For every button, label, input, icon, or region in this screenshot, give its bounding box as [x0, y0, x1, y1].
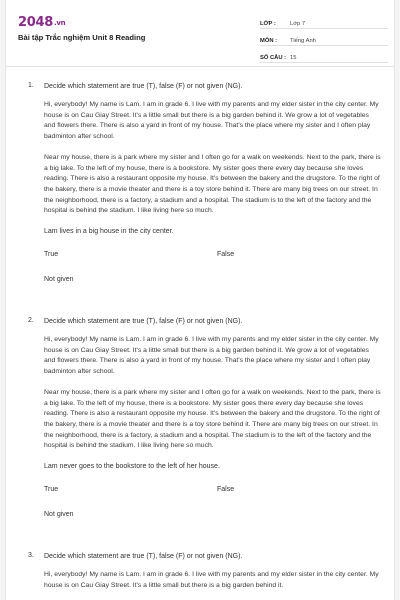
- question-1: [28, 82, 382, 301]
- reading-paragraph: Near my house, there is a park where my sister and I often go for a walk on weekends. Next to the park, there is a big lake. To the left of my house, there is a bookstore. My sister goes there every day because she loves reading. There is also a restaurant opposite my house. It's between the bakery and the drugstore. To the right of the bakery, there is a movie theater and there is a toy store behind it. There are many big trees on our street. In the neighborhood, there is a factory, a stadium and a hospital. The stadium is to the left of the factory and the hospital is behind the stadium. I like living here so much.: [44, 153, 381, 215]
- option-not-given[interactable]: Not given: [44, 276, 74, 284]
- question-number: 3.: [28, 552, 34, 560]
- question-number: 2.: [28, 317, 34, 325]
- meta-row-subject: [260, 30, 388, 46]
- answer-options: [44, 486, 382, 536]
- worksheet-header: [6, 0, 394, 67]
- meta-label: MÔN :: [260, 38, 278, 44]
- logo-suffix: .vn: [53, 19, 66, 27]
- question-list: [6, 67, 394, 591]
- option-true[interactable]: True: [44, 251, 59, 259]
- meta-row-count: [260, 47, 388, 63]
- meta-value: 15: [290, 55, 297, 61]
- meta-value: Lớp 7: [290, 21, 306, 27]
- worksheet-page: [5, 0, 395, 600]
- worksheet-meta: [260, 13, 388, 64]
- reading-paragraph: Hi, everybody! My name is Lam. I am in grade 6. I live with my parents and my elder sister in the city center. My house is on Cau Giay Street. It's a little small but there is a big garden behind it.: [44, 571, 379, 589]
- meta-value: Tiếng Anh: [290, 38, 316, 44]
- question-3: [28, 552, 382, 591]
- worksheet-title: Bài tập Trắc nghiệm Unit 8 Reading: [18, 33, 146, 42]
- question-number: 1.: [28, 82, 34, 89]
- question-body: [44, 82, 382, 301]
- site-logo[interactable]: [18, 15, 65, 30]
- meta-label: SỐ CÂU :: [260, 55, 287, 61]
- question-body: [44, 552, 382, 591]
- question-prompt: Decide which statement are true (T), false (F) or not given (NG).: [44, 318, 243, 326]
- question-2: [28, 317, 382, 536]
- question-body: [44, 317, 382, 536]
- answer-options: [44, 251, 382, 301]
- question-prompt: Decide which statement are true (T), false (F) or not given (NG).: [44, 553, 243, 561]
- option-true[interactable]: True: [44, 486, 59, 494]
- reading-paragraph: Near my house, there is a park where my sister and I often go for a walk on weekends. Next to the park, there is a big lake. To the left of my house, there is a bookstore. My sister goes there every day because she loves reading. There is also a restaurant opposite my house. It's between the bakery and the drugstore. To the right of the bakery, there is a movie theater and there is a toy store behind it. There are many big trees on our street. In the neighborhood, there is a factory, a stadium and a hospital. The stadium is to the left of the factory and the hospital is behind the stadium. I like living here so much.: [44, 388, 381, 450]
- reading-paragraph: Hi, everybody! My name is Lam. I am in grade 6. I live with my parents and my elder sister in the city center. My house is on Cau Giay Street. It's a little small but there is a big garden behind it. We grow a lot of vegetables and flowers there. There is also a yard in front of my house. That's the place where my sister and I often play badminton after school.: [44, 336, 379, 376]
- logo-main: 2048: [18, 15, 53, 30]
- question-statement: Lam lives in a big house in the city center.: [44, 228, 174, 236]
- meta-row-class: [260, 13, 388, 29]
- question-statement: Lam never goes to the bookstore to the left of her house.: [44, 463, 220, 471]
- option-false[interactable]: False: [217, 251, 235, 259]
- option-not-given[interactable]: Not given: [44, 511, 74, 519]
- option-false[interactable]: False: [217, 486, 235, 494]
- question-prompt: Decide which statement are true (T), false (F) or not given (NG).: [44, 83, 243, 90]
- meta-label: LỚP :: [260, 21, 276, 27]
- reading-paragraph: Hi, everybody! My name is Lam. I am in grade 6. I live with my parents and my elder sister in the city center. My house is on Cau Giay Street. It's a little small but there is a big garden behind it. We grow a lot of vegetables and flowers there. There is also a yard in front of my house. That's the place where my sister and I often play badminton after school.: [44, 101, 379, 141]
